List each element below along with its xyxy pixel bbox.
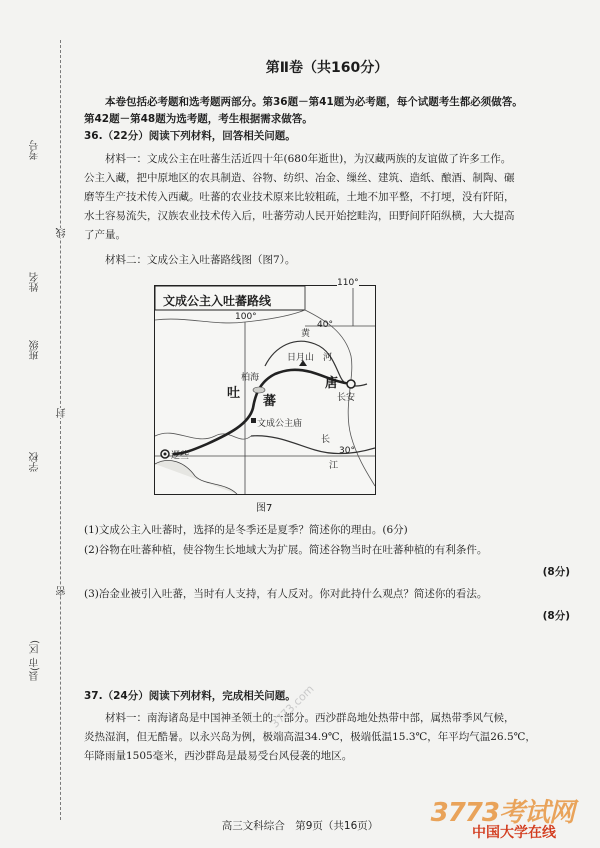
route-map — [154, 278, 376, 495]
q36-head: 36.（22分）阅读下列材料，回答相关问题。 — [84, 130, 296, 142]
jiang-label: 江 — [329, 461, 339, 471]
cut-line — [60, 40, 61, 820]
bohai-label: 柏海 — [241, 373, 260, 383]
q36-question-3-score: (8分) — [542, 610, 570, 622]
lat-30-label: 30° — [339, 446, 355, 456]
figure-caption: 图7 — [256, 503, 273, 514]
luoxie-label: 逻些 — [171, 451, 190, 461]
page-footer: 高三文科综合 第9页（共16页） — [221, 820, 379, 832]
q37-material1-line3: 年降雨量1505毫米，西沙群岛是最易受台风侵袭的地区。 — [84, 750, 353, 762]
lon-100-label: 100° — [235, 312, 257, 322]
label-name: 姓名 — [30, 272, 41, 292]
brand-watermark: 3773考试网 — [430, 798, 574, 828]
label-exam-number: 考号 — [30, 140, 41, 160]
q36-question-3: (3)冶金业被引入吐蕃，当时有人支持，有人反对。你对此持什么观点？简述你的看法。 — [84, 588, 488, 600]
center-watermark: 3773.com — [268, 682, 317, 731]
temple-label: 文成公主庙 — [257, 419, 303, 429]
huang-label: 黄 — [301, 329, 311, 339]
mark-seal: 封 — [57, 408, 68, 418]
label-school: 学校 — [30, 452, 41, 472]
label-class: 班级 — [30, 340, 41, 360]
luoxie-marker-dot — [164, 453, 167, 456]
label-county: 县(市 区) — [30, 640, 41, 681]
brand-subtitle-watermark: 中国大学在线 — [472, 825, 556, 841]
q36-question-1: (1)文成公主入吐蕃时，选择的是冬季还是夏季？简述你的理由。(6分) — [84, 524, 408, 536]
mark-line: 线 — [57, 228, 68, 238]
mark-secret: 密 — [57, 586, 68, 596]
q36-material1-line4: 水土容易流失，汉族农业技术传入后，吐蕃劳动人民开始挖畦沟，田野间阡陌纵横，大大提高 — [84, 210, 515, 222]
q36-material1-line5: 了产量。 — [84, 229, 126, 241]
q36-question-2: (2)谷物在吐蕃种植，使谷物生长地域大为扩展。简述谷物当时在吐蕃种植的有利条件。 — [84, 544, 488, 556]
q37-head: 37.（24分）阅读下列材料，完成相关问题。 — [84, 690, 296, 702]
q36-material1-line1: 材料一：文成公主在吐蕃生活近四十年(680年逝世)，为汉藏两族的友谊做了许多工作。 — [105, 153, 512, 165]
q36-material1-line2: 公主入藏，把中原地区的农具制造、谷物、纺织、冶金、缫丝、建筑、造纸、酿酒、制陶、碾 — [84, 172, 515, 184]
fan-label: 蕃 — [263, 394, 277, 409]
map-title: 文成公主入吐蕃路线 — [163, 294, 272, 308]
intro-line-2: 第42题－第48题为选考题，考生根据需求做答。 — [84, 113, 313, 125]
region-border-west — [155, 433, 251, 439]
tang-label: 唐 — [325, 376, 339, 391]
q36-material1-line3: 磨等生产技术传入西藏。吐蕃的农业技术原来比较粗疏，土地不加平整，不打埂，没有阡陌， — [84, 191, 515, 203]
lon-110-label: 110° — [337, 278, 359, 288]
temple-marker — [251, 418, 256, 423]
lat-40-label: 40° — [317, 320, 333, 330]
changan-marker — [347, 380, 355, 388]
section-title: 第Ⅱ卷（共160分） — [265, 60, 389, 76]
southern-border — [155, 460, 237, 494]
tu-label: 吐 — [227, 386, 241, 401]
q37-material1-line2: 炎热湿润，但无酷暑。以永兴岛为例，极端高温34.9℃，极端低温15.3℃，年平均气温26.5℃， — [84, 731, 536, 743]
chang-label: 长 — [321, 435, 331, 445]
q36-material2: 材料二：文成公主入吐蕃路线图（图7）。 — [105, 254, 296, 266]
q37-material1-line1: 材料一：南海诸岛是中国神圣领土的一部分。西沙群岛地处热带中部，属热带季风气候， — [105, 712, 515, 724]
he-label: 河 — [323, 353, 333, 363]
binding-margin — [0, 0, 68, 848]
riyue-label: 日月山 — [287, 353, 315, 363]
q36-question-2-score: (8分) — [542, 566, 570, 578]
intro-line-1: 本卷包括必考题和选考题两部分。第36题－第41题为必考题，每个试题考生都必须做答。 — [105, 96, 523, 108]
changan-label: 长安 — [337, 393, 356, 403]
